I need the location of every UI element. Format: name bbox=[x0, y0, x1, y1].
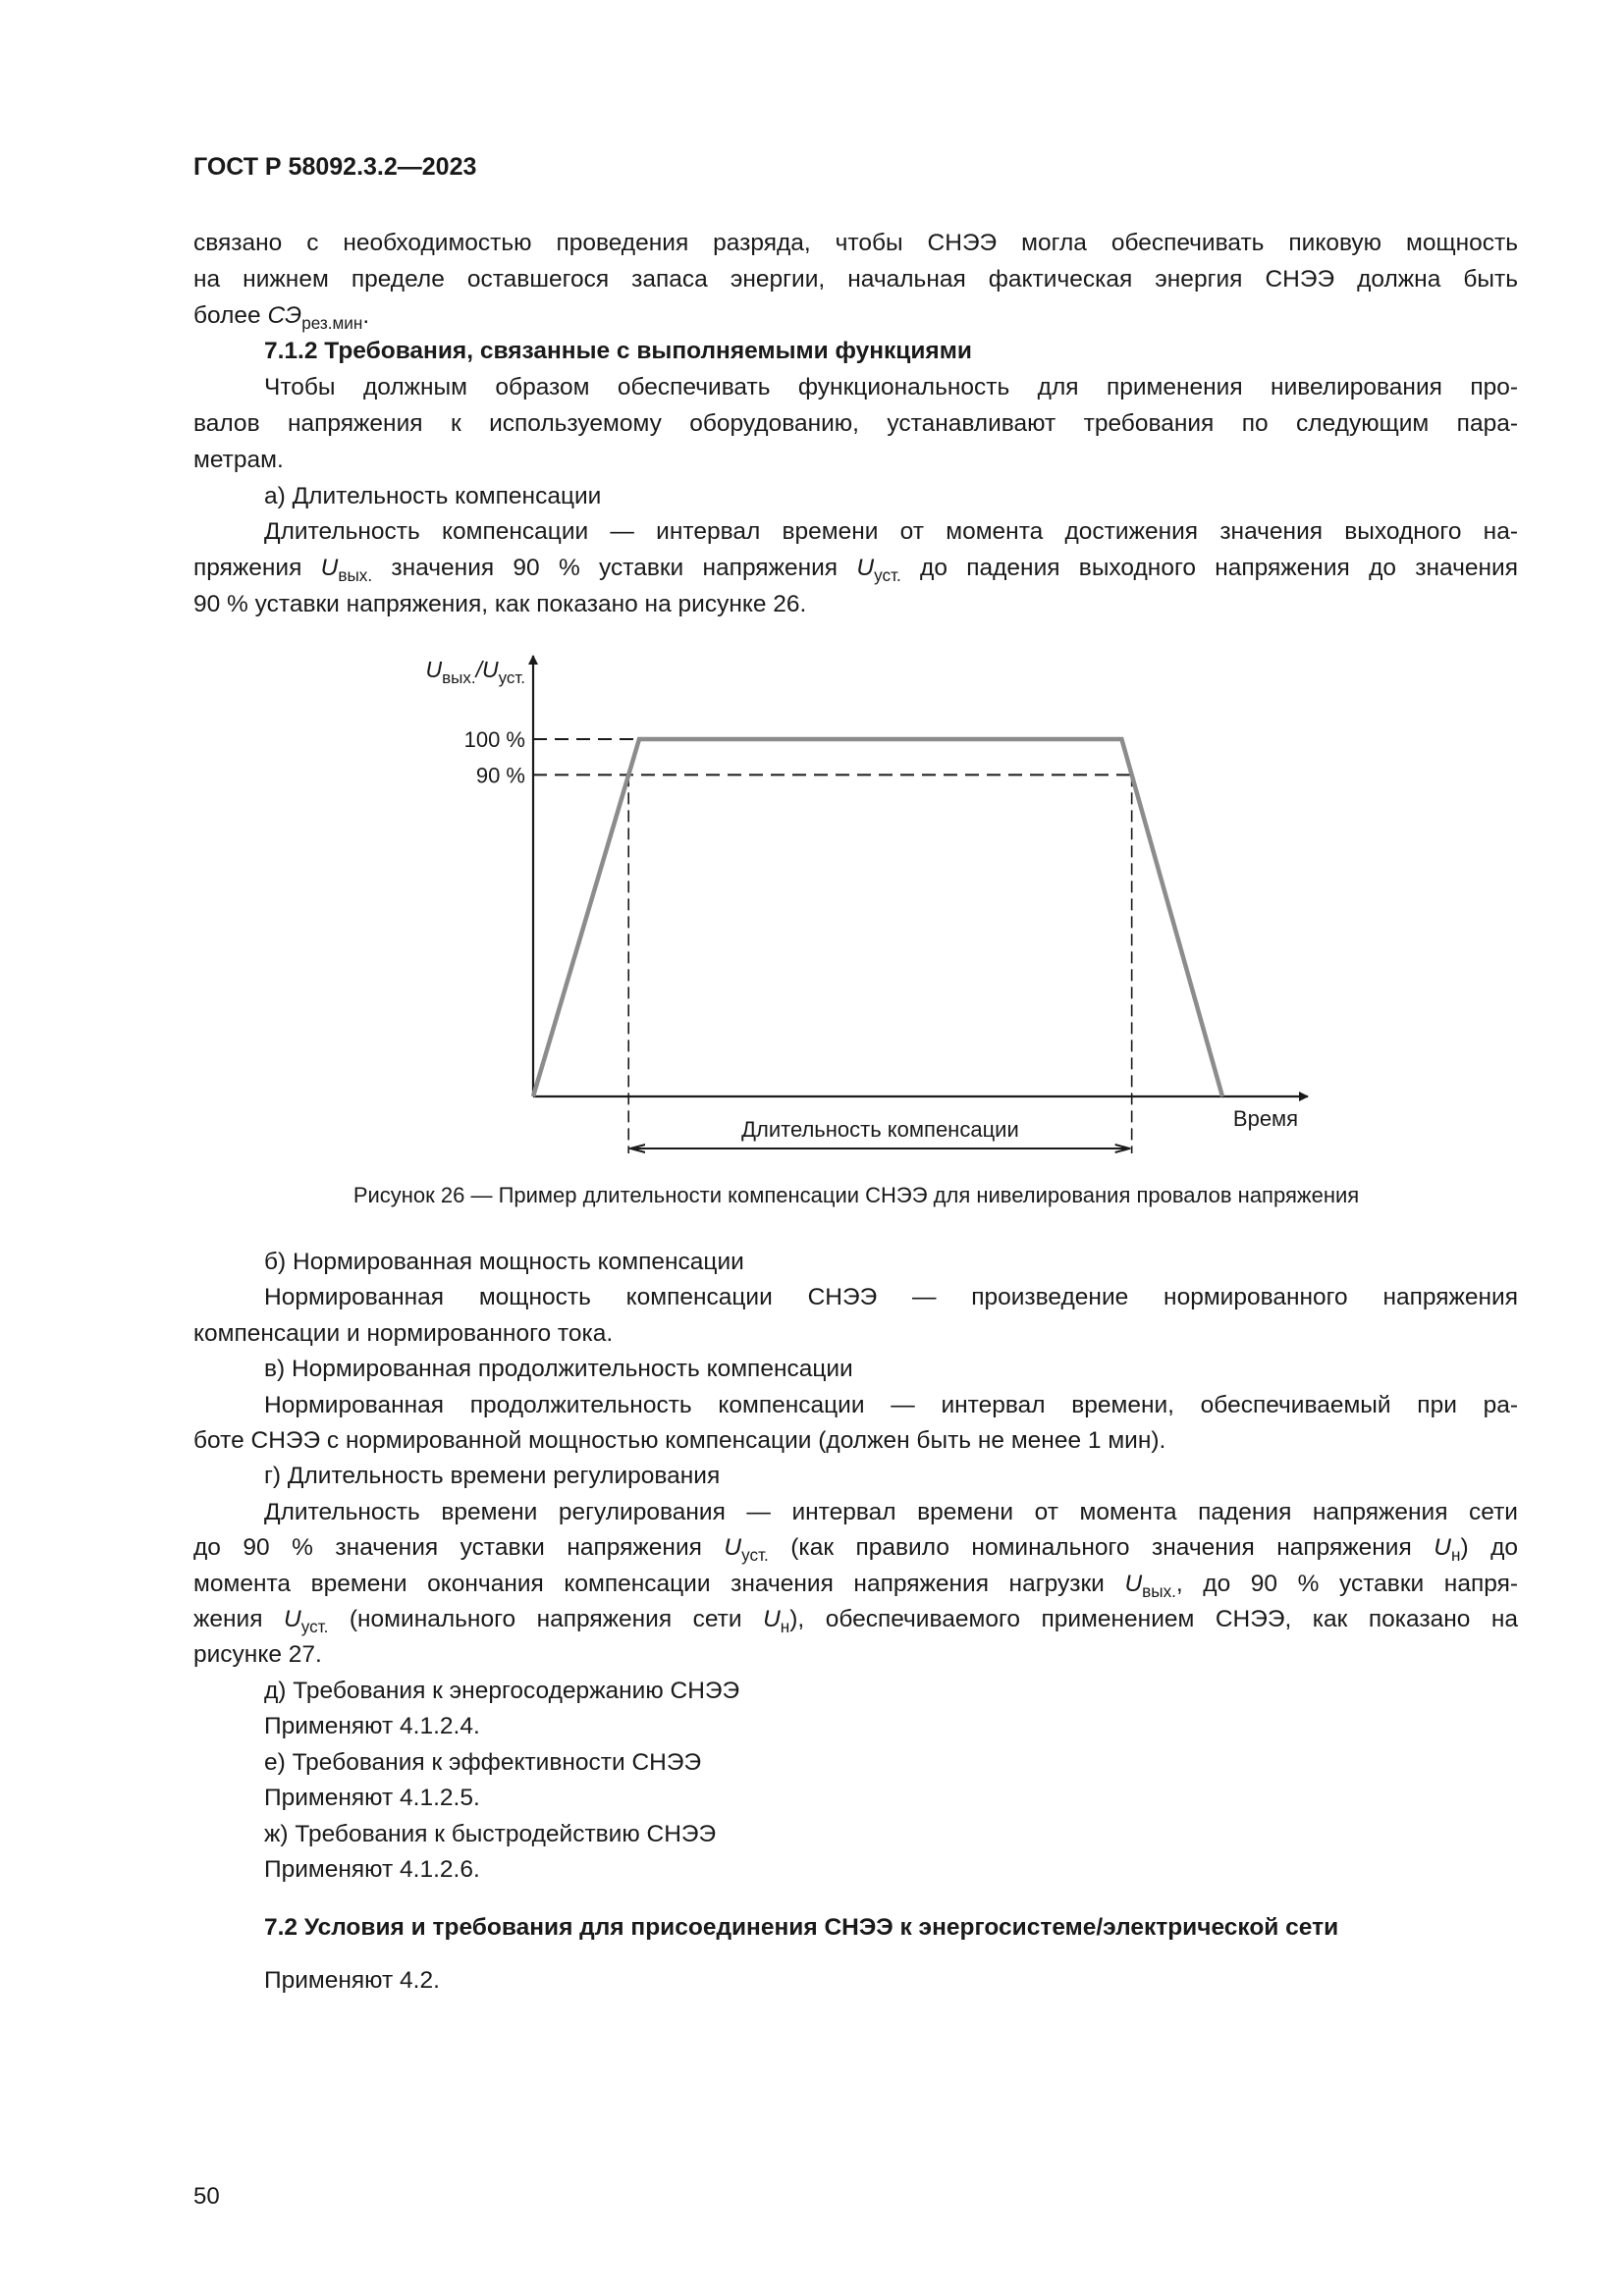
text-run: жения bbox=[193, 1606, 284, 1633]
text-line bbox=[193, 479, 1518, 515]
y-axis-label bbox=[425, 657, 525, 687]
text-run: Применяют 4.1.2.5. bbox=[264, 1785, 480, 1812]
text-run: боте СНЭЭ с нормированной мощностью компенсации (должен быть не менее 1 мин). bbox=[193, 1427, 1166, 1455]
text-line bbox=[193, 226, 1518, 262]
text-run: Нормированная продолжительность компенсации — интервал времени, обеспечиваемый при ра- bbox=[264, 1391, 1518, 1418]
text-line bbox=[193, 262, 1518, 298]
text-run: е) Требования к эффективности СНЭЭ bbox=[264, 1748, 702, 1776]
text-line bbox=[193, 1316, 1518, 1352]
text-run: 90 % уставки напряжения, как показано на рисунке 26. bbox=[193, 590, 807, 617]
text-run: 7.2 Условия и требования для присоединения СНЭЭ к энергосистеме/электрической сети bbox=[264, 1914, 1339, 1941]
text-line bbox=[193, 1530, 1518, 1566]
text-run: Применяют 4.1.2.4. bbox=[264, 1713, 480, 1740]
text-run: . bbox=[362, 301, 370, 329]
italic-symbol: U bbox=[1124, 1570, 1143, 1597]
y-label-part: U bbox=[425, 657, 443, 682]
text-run: рисунке 27. bbox=[193, 1641, 322, 1669]
y-label-part: уст. bbox=[498, 668, 525, 687]
italic-symbol: U bbox=[284, 1606, 301, 1633]
text-run: на нижнем пределе оставшегося запаса энергии, начальная фактическая энергия СНЭЭ должна быть bbox=[193, 265, 1518, 293]
italic-symbol: U bbox=[856, 555, 875, 582]
series-line bbox=[533, 739, 1222, 1096]
text-run: ) до bbox=[1460, 1534, 1519, 1562]
text-run: а) Длительность компенсации bbox=[264, 482, 602, 509]
italic-symbol: СЭ bbox=[267, 301, 302, 329]
text-section-last bbox=[193, 1963, 1518, 1999]
subscript: н bbox=[780, 1617, 790, 1637]
text-line bbox=[193, 1781, 1518, 1816]
text-run: г) Длительность времени регулирования bbox=[264, 1463, 721, 1490]
text-run: метрам. bbox=[193, 446, 284, 473]
y-label-part: вых. bbox=[442, 668, 476, 687]
text-run: д) Требования к энергосодержанию СНЭЭ bbox=[264, 1677, 740, 1704]
figure-caption: Рисунок 26 — Пример длительности компенсации СНЭЭ для нивелирования провалов напряжения bbox=[352, 1183, 1360, 1207]
subscript: уст. bbox=[300, 1617, 329, 1637]
subscript: вых. bbox=[338, 565, 373, 586]
text-line bbox=[193, 1495, 1518, 1530]
text-run: Применяют 4.1.2.6. bbox=[264, 1855, 480, 1883]
text-line bbox=[193, 1852, 1518, 1888]
text-line bbox=[193, 1637, 1518, 1673]
duration-label: Длительность компенсации bbox=[741, 1117, 1019, 1142]
italic-symbol: U bbox=[1434, 1534, 1451, 1562]
y-label-part: /U bbox=[475, 657, 499, 682]
text-run: (как правило номинального значения напряжения bbox=[768, 1534, 1435, 1562]
text-line bbox=[193, 406, 1518, 443]
subscript: вых. bbox=[1142, 1580, 1176, 1601]
section-7-2-heading bbox=[193, 1910, 1518, 1946]
text-line bbox=[193, 1567, 1518, 1602]
text-run: Длительность времени регулирования — интервал времени от момента падения напряжения сети bbox=[264, 1498, 1518, 1525]
document-header: ГОСТ Р 58092.3.2—2023 bbox=[193, 153, 477, 181]
text-run: значения 90 % уставки напряжения bbox=[372, 555, 857, 582]
text-section-bottom bbox=[193, 1245, 1518, 1888]
text-run: ж) Требования к быстродействию СНЭЭ bbox=[264, 1820, 717, 1847]
text-run: Применяют 4.2. bbox=[264, 1967, 440, 1994]
text-line bbox=[193, 1459, 1518, 1494]
subscript: уст. bbox=[741, 1545, 769, 1566]
text-line bbox=[193, 1352, 1518, 1387]
text-run: , до 90 % уставки напря- bbox=[1175, 1570, 1518, 1597]
text-line bbox=[193, 370, 1518, 406]
text-line bbox=[193, 1388, 1518, 1423]
text-run: связано с необходимостью проведения разряда, чтобы СНЭЭ могла обеспечивать пиковую мощность bbox=[193, 230, 1518, 256]
text-run: пряжения bbox=[193, 555, 321, 582]
text-line bbox=[193, 1817, 1518, 1852]
italic-symbol: U bbox=[320, 555, 339, 582]
text-run: (номинального напряжения сети bbox=[328, 1606, 764, 1633]
text-line bbox=[193, 1245, 1518, 1280]
text-run: валов напряжения к используемому оборудованию, устанавливают требования по следующим пара- bbox=[193, 409, 1518, 437]
italic-symbol: U bbox=[763, 1606, 781, 1633]
subscript: уст. bbox=[874, 565, 901, 586]
text-line bbox=[193, 1280, 1518, 1315]
text-line bbox=[193, 1423, 1518, 1459]
section-heading bbox=[193, 1910, 1518, 1946]
text-run: Длительность компенсации — интервал времени от момента достижения значения выходного на- bbox=[264, 518, 1518, 546]
page-number: 50 bbox=[193, 2183, 220, 2210]
text-run: более bbox=[193, 301, 268, 329]
text-line bbox=[193, 587, 1518, 623]
text-line bbox=[193, 1602, 1518, 1637]
text-run: 7.1.2 Требования, связанные с выполняемыми функциями bbox=[264, 338, 972, 365]
text-run: Чтобы должным образом обеспечивать функциональность для применения нивелирования про- bbox=[264, 374, 1518, 401]
text-run: ), обеспечиваемого применением СНЭЭ, как показано на bbox=[789, 1606, 1518, 1633]
subscript: н bbox=[1450, 1545, 1461, 1566]
text-line bbox=[193, 298, 1518, 335]
text-line bbox=[193, 1709, 1518, 1744]
text-run: в) Нормированная продолжительность компенсации bbox=[264, 1356, 853, 1383]
text-line bbox=[193, 1674, 1518, 1709]
text-section-top bbox=[193, 226, 1518, 623]
text-run: момента времени окончания компенсации значения напряжения нагрузки bbox=[193, 1570, 1125, 1597]
text-run: до 90 % значения уставки напряжения bbox=[193, 1534, 725, 1562]
text-run: до падения выходного напряжения до значения bbox=[900, 555, 1518, 582]
text-run: Нормированная мощность компенсации СНЭЭ — произведение нормированного напряжения bbox=[264, 1284, 1518, 1311]
y-tick-label: 100 % bbox=[463, 727, 525, 752]
text-line bbox=[193, 514, 1518, 551]
text-line bbox=[193, 1963, 1518, 1999]
y-tick-label: 90 % bbox=[475, 763, 525, 788]
x-axis-label: Время bbox=[1232, 1106, 1299, 1131]
text-line bbox=[193, 551, 1518, 587]
text-line bbox=[193, 1745, 1518, 1781]
italic-symbol: U bbox=[724, 1534, 742, 1562]
text-run: компенсации и нормированного тока. bbox=[193, 1319, 614, 1347]
text-line bbox=[193, 443, 1518, 479]
text-run: б) Нормированная мощность компенсации bbox=[264, 1249, 744, 1275]
section-heading bbox=[193, 334, 1518, 370]
subscript: рез.мин bbox=[301, 312, 363, 333]
